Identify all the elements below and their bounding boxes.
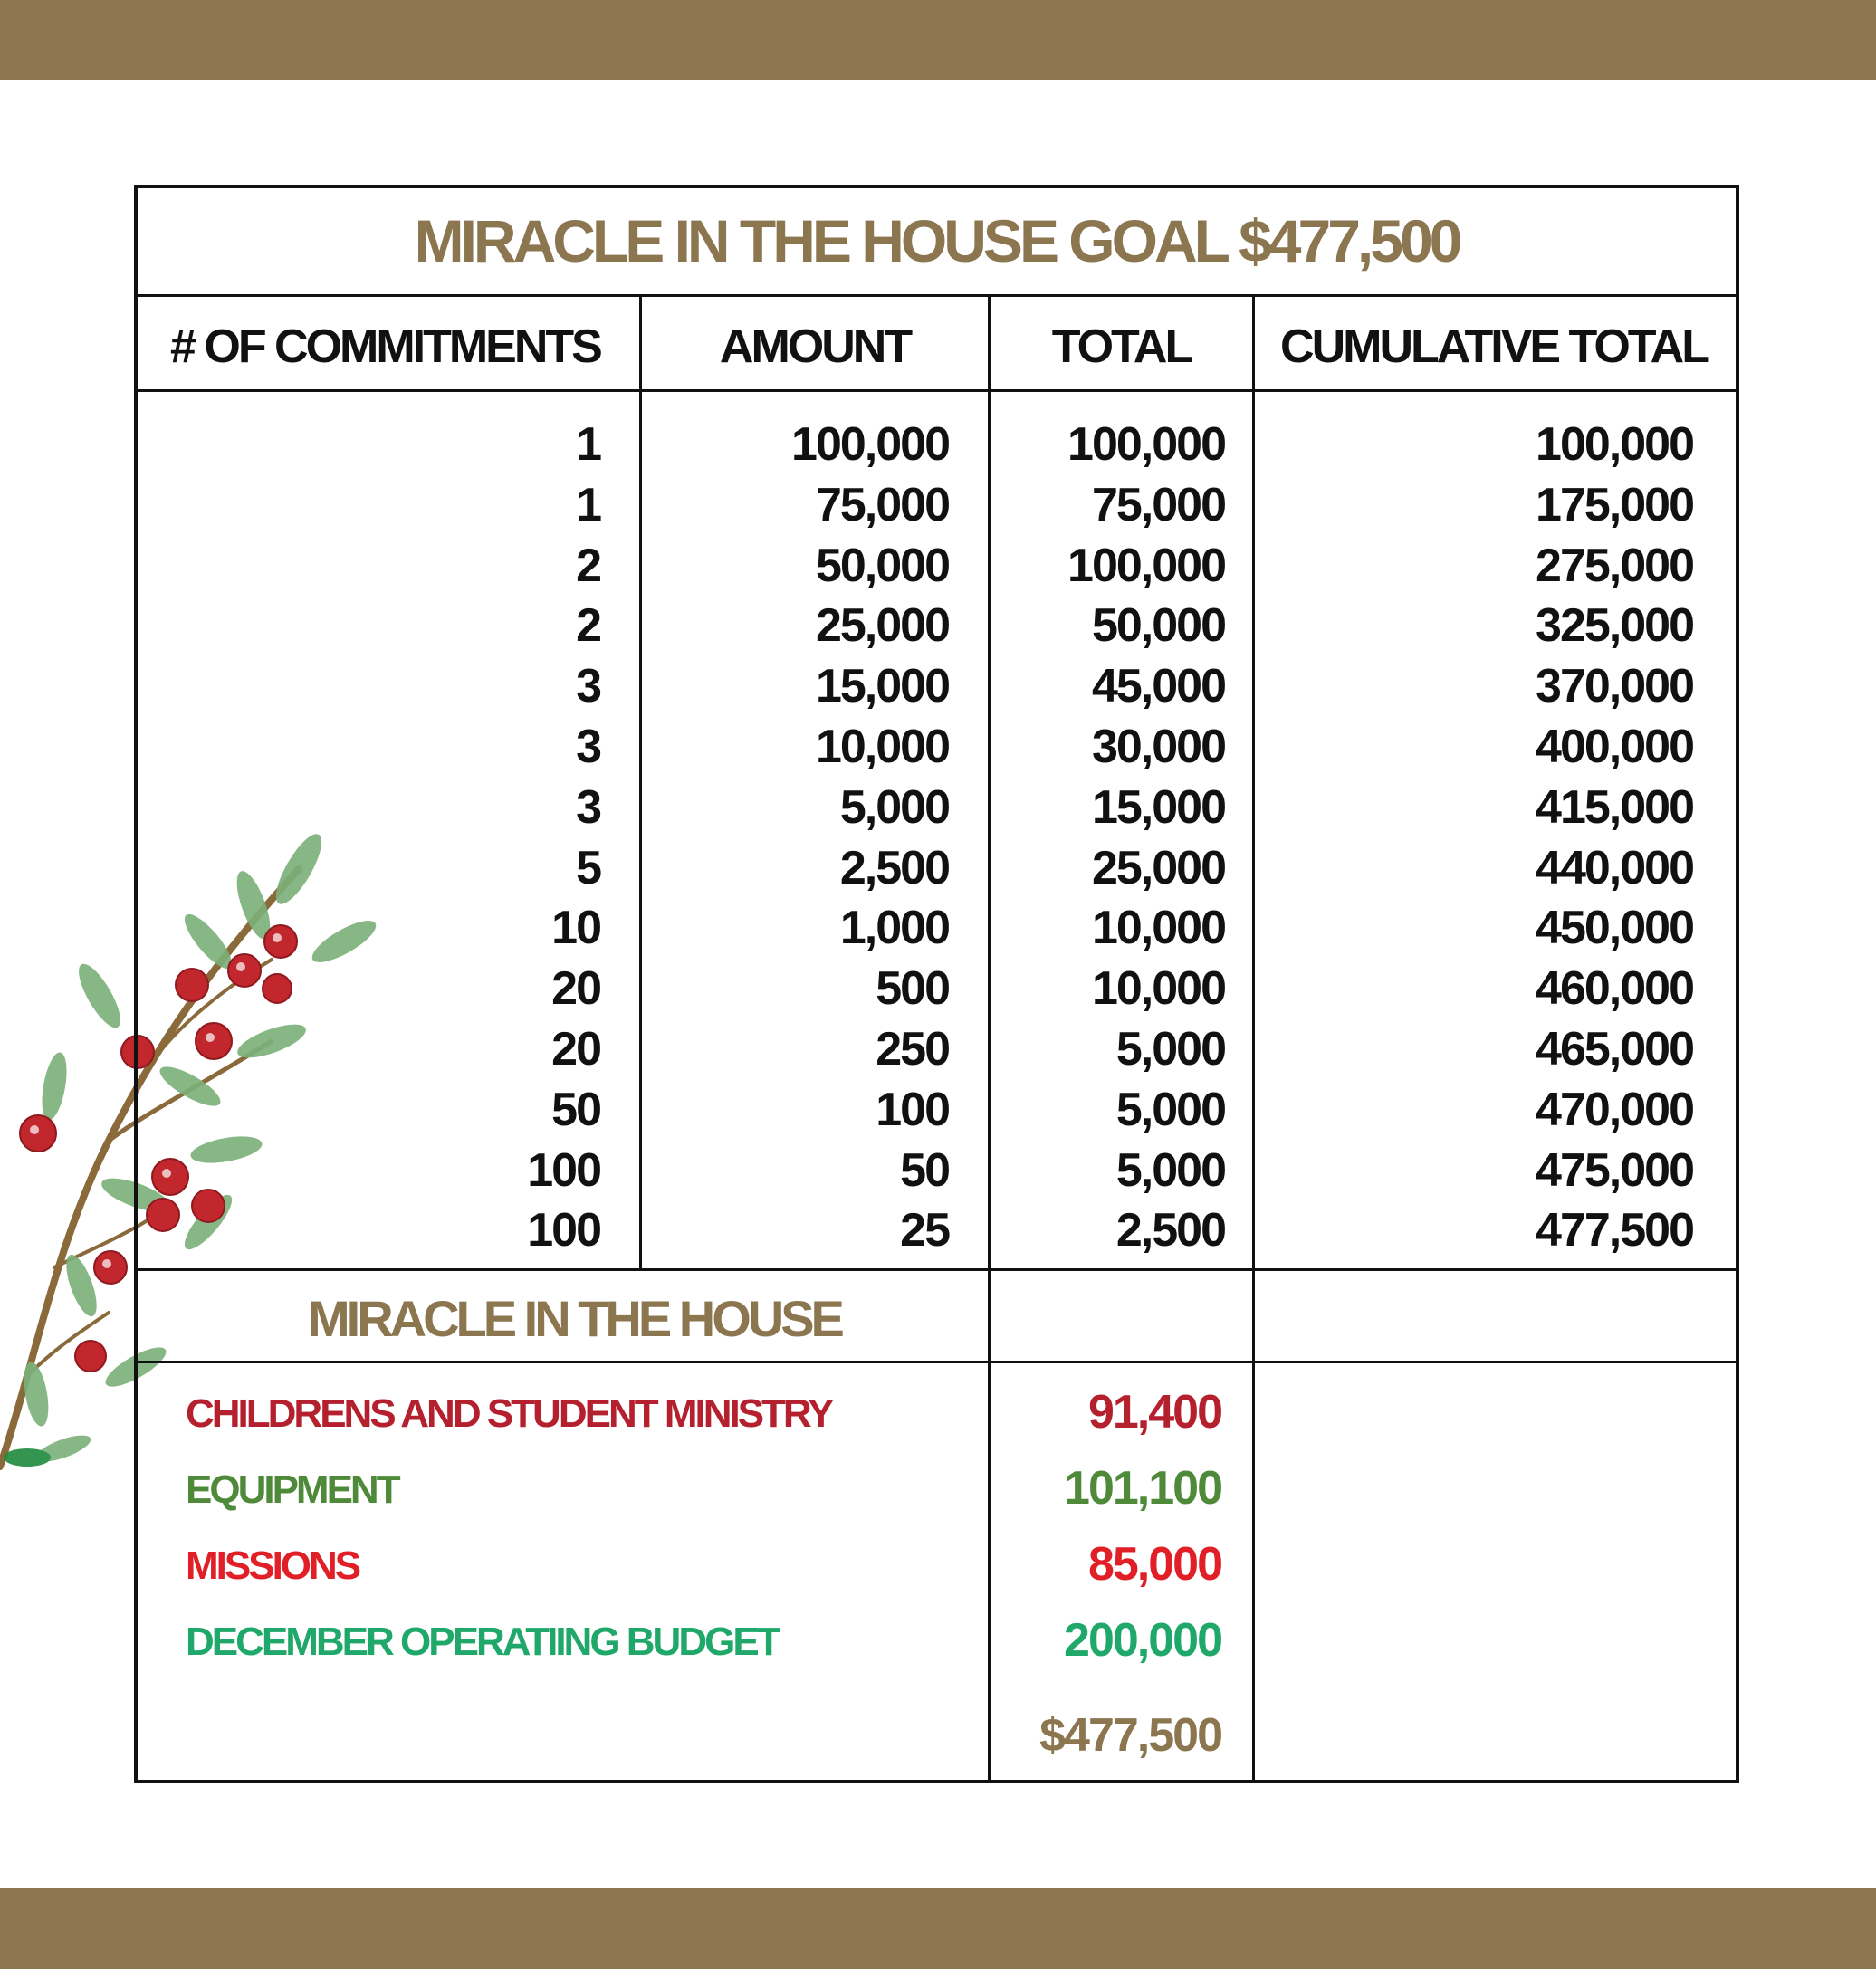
category-value: 200,000 — [1064, 1614, 1221, 1667]
cell-cumulative-total: 400,000 — [1536, 721, 1693, 773]
header-cumulative-total: CUMULATIVE TOTAL — [1280, 320, 1708, 373]
cell-commitments: 3 — [576, 721, 600, 773]
header-total: TOTAL — [1051, 320, 1192, 373]
cell-total: 10,000 — [1091, 902, 1225, 955]
cell-total: 100,000 — [1067, 539, 1225, 592]
cell-amount: 75,000 — [815, 478, 949, 531]
cell-cumulative-total: 477,500 — [1536, 1204, 1693, 1257]
category-label: CHILDRENS AND STUDENT MINISTRY — [186, 1391, 832, 1436]
cell-total: 75,000 — [1091, 478, 1225, 531]
section-divider — [134, 1361, 1739, 1363]
cell-total: 45,000 — [1091, 660, 1225, 713]
cell-total: 10,000 — [1091, 962, 1225, 1016]
cell-commitments: 50 — [551, 1083, 600, 1136]
cell-cumulative-total: 465,000 — [1536, 1023, 1693, 1075]
cell-amount: 50,000 — [815, 539, 949, 592]
cell-total: 30,000 — [1091, 721, 1225, 773]
table-border-right — [1736, 185, 1739, 1783]
grand-total: $477,500 — [1039, 1709, 1221, 1762]
cell-commitments: 20 — [551, 962, 600, 1016]
cell-cumulative-total: 325,000 — [1536, 599, 1693, 653]
header-commitments: # OF COMMITMENTS — [170, 320, 600, 373]
cell-amount: 250 — [876, 1023, 949, 1075]
cell-total: 2,500 — [1115, 1204, 1225, 1257]
cell-commitments: 10 — [551, 902, 600, 955]
cell-amount: 500 — [876, 962, 949, 1016]
cell-amount: 100,000 — [791, 418, 949, 471]
cell-total: 100,000 — [1067, 418, 1225, 471]
table-border-bottom — [134, 1780, 1739, 1783]
cell-total: 5,000 — [1115, 1023, 1225, 1075]
col-divider-1 — [639, 297, 642, 1270]
cell-commitments: 100 — [527, 1143, 600, 1197]
bottom-band — [0, 1888, 1876, 1969]
section-title: MIRACLE IN THE HOUSE — [308, 1290, 841, 1347]
cell-commitments: 5 — [576, 841, 600, 894]
table-border-top — [134, 185, 1739, 188]
cell-amount: 15,000 — [815, 660, 949, 713]
title-divider — [134, 294, 1739, 297]
cell-cumulative-total: 450,000 — [1536, 902, 1693, 955]
header-amount: AMOUNT — [719, 320, 911, 373]
category-label: MISSIONS — [186, 1544, 359, 1588]
cell-cumulative-total: 460,000 — [1536, 962, 1693, 1016]
cell-amount: 1,000 — [839, 902, 949, 955]
table-border-left — [134, 185, 138, 1783]
cell-amount: 10,000 — [815, 721, 949, 773]
cell-commitments: 100 — [527, 1204, 600, 1257]
header-divider — [134, 389, 1739, 392]
table-title: MIRACLE IN THE HOUSE GOAL $477,500 — [414, 207, 1460, 274]
category-value: 101,100 — [1064, 1462, 1221, 1515]
category-value: 85,000 — [1087, 1538, 1221, 1591]
cell-amount: 100 — [876, 1083, 949, 1136]
cell-total: 50,000 — [1091, 599, 1225, 653]
cell-cumulative-total: 440,000 — [1536, 841, 1693, 894]
cell-amount: 2,500 — [839, 841, 949, 894]
cell-cumulative-total: 175,000 — [1536, 478, 1693, 531]
col-divider-3 — [1252, 297, 1255, 1782]
cell-total: 15,000 — [1091, 780, 1225, 834]
cell-cumulative-total: 475,000 — [1536, 1143, 1693, 1197]
cell-total: 5,000 — [1115, 1143, 1225, 1197]
cell-commitments: 20 — [551, 1023, 600, 1075]
rows-divider — [134, 1268, 1739, 1271]
cell-cumulative-total: 415,000 — [1536, 780, 1693, 834]
cell-total: 5,000 — [1115, 1083, 1225, 1136]
cell-commitments: 3 — [576, 660, 600, 713]
top-band — [0, 0, 1876, 80]
cell-commitments: 1 — [576, 418, 600, 471]
cell-amount: 5,000 — [839, 780, 949, 834]
cell-cumulative-total: 370,000 — [1536, 660, 1693, 713]
cell-commitments: 2 — [576, 599, 600, 653]
cell-total: 25,000 — [1091, 841, 1225, 894]
category-value: 91,400 — [1087, 1386, 1221, 1439]
cell-cumulative-total: 275,000 — [1536, 539, 1693, 592]
cell-amount: 25 — [900, 1204, 949, 1257]
cell-amount: 50 — [900, 1143, 949, 1197]
cell-commitments: 3 — [576, 780, 600, 834]
cell-commitments: 1 — [576, 478, 600, 531]
cell-cumulative-total: 100,000 — [1536, 418, 1693, 471]
cell-amount: 25,000 — [815, 599, 949, 653]
category-label: DECEMBER OPERATIING BUDGET — [186, 1620, 779, 1664]
category-label: EQUIPMENT — [186, 1467, 398, 1512]
cell-commitments: 2 — [576, 539, 600, 592]
cell-cumulative-total: 470,000 — [1536, 1083, 1693, 1136]
